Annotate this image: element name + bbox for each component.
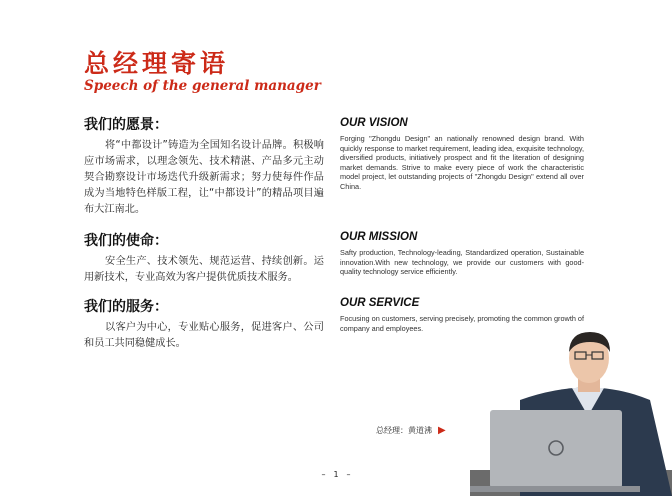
- page-number-value: 1: [333, 470, 339, 479]
- mission-heading-cn: 我们的使命：: [84, 233, 168, 249]
- service-heading-en: OUR SERVICE: [340, 297, 420, 309]
- laptop-base: [470, 486, 640, 492]
- service-text-en: Focusing on customers, serving precisely, promoting the common growth of company and employees.: [340, 314, 585, 333]
- page-title: 总经理寄语: [84, 49, 230, 78]
- vision-section-cn: [84, 114, 324, 218]
- service-section-en: [340, 297, 584, 333]
- vision-text-cn: 将“中都设计”铸造为全国知名设计品牌。积极响应市场需求，以理念领先、技术精湛、产品多元主动契合勘察设计市场迭代升级新需求；努力使每件作品成为当地特色样版工程，让“中都设计”的精品项目遍布大江南北。: [84, 140, 324, 215]
- mission-text-cn: 安全生产、技术领先、规范运营、持续创新。运用新技术，专业高效为客户提供优质技术服务。: [84, 256, 324, 283]
- dash-left: –: [321, 470, 326, 479]
- page-number: [0, 470, 672, 479]
- caption-text: 总经理：黄道沸: [376, 426, 432, 435]
- mission-heading-en: OUR MISSION: [340, 231, 418, 243]
- vision-section-en: [340, 117, 584, 192]
- vision-heading-cn: 我们的愿景：: [84, 117, 168, 133]
- triangle-right-icon: ▶: [438, 425, 446, 436]
- page-subtitle: Speech of the general manager: [84, 78, 321, 94]
- service-section-cn: [84, 296, 324, 352]
- dash-right: –: [346, 470, 351, 479]
- mission-section-en: [340, 231, 584, 277]
- service-heading-cn: 我们的服务：: [84, 299, 168, 315]
- manager-caption: [376, 425, 446, 436]
- vision-heading-en: OUR VISION: [340, 117, 408, 129]
- mission-section-cn: [84, 230, 324, 286]
- vision-text-en: Forging "Zhongdu Design" an nationally renowned design brand. With quickly response to market requirement, leading idea, exquisite technology, diversified products, initiatively prospect and fit the literation of designing market demands. Strive to make every piece of work the characteristic model project, let outstanding projects of "Zhongdu Design" extend all over China.: [340, 134, 584, 191]
- service-text-cn: 以客户为中心，专业贴心服务，促进客户、公司和员工共同稳健成长。: [84, 322, 324, 349]
- mission-text-en: Safty production, Technology-leading, Standardized operation, Sustainable innovation.With new technology, we provide our customers with good-quality technology service efficiently.: [340, 248, 584, 277]
